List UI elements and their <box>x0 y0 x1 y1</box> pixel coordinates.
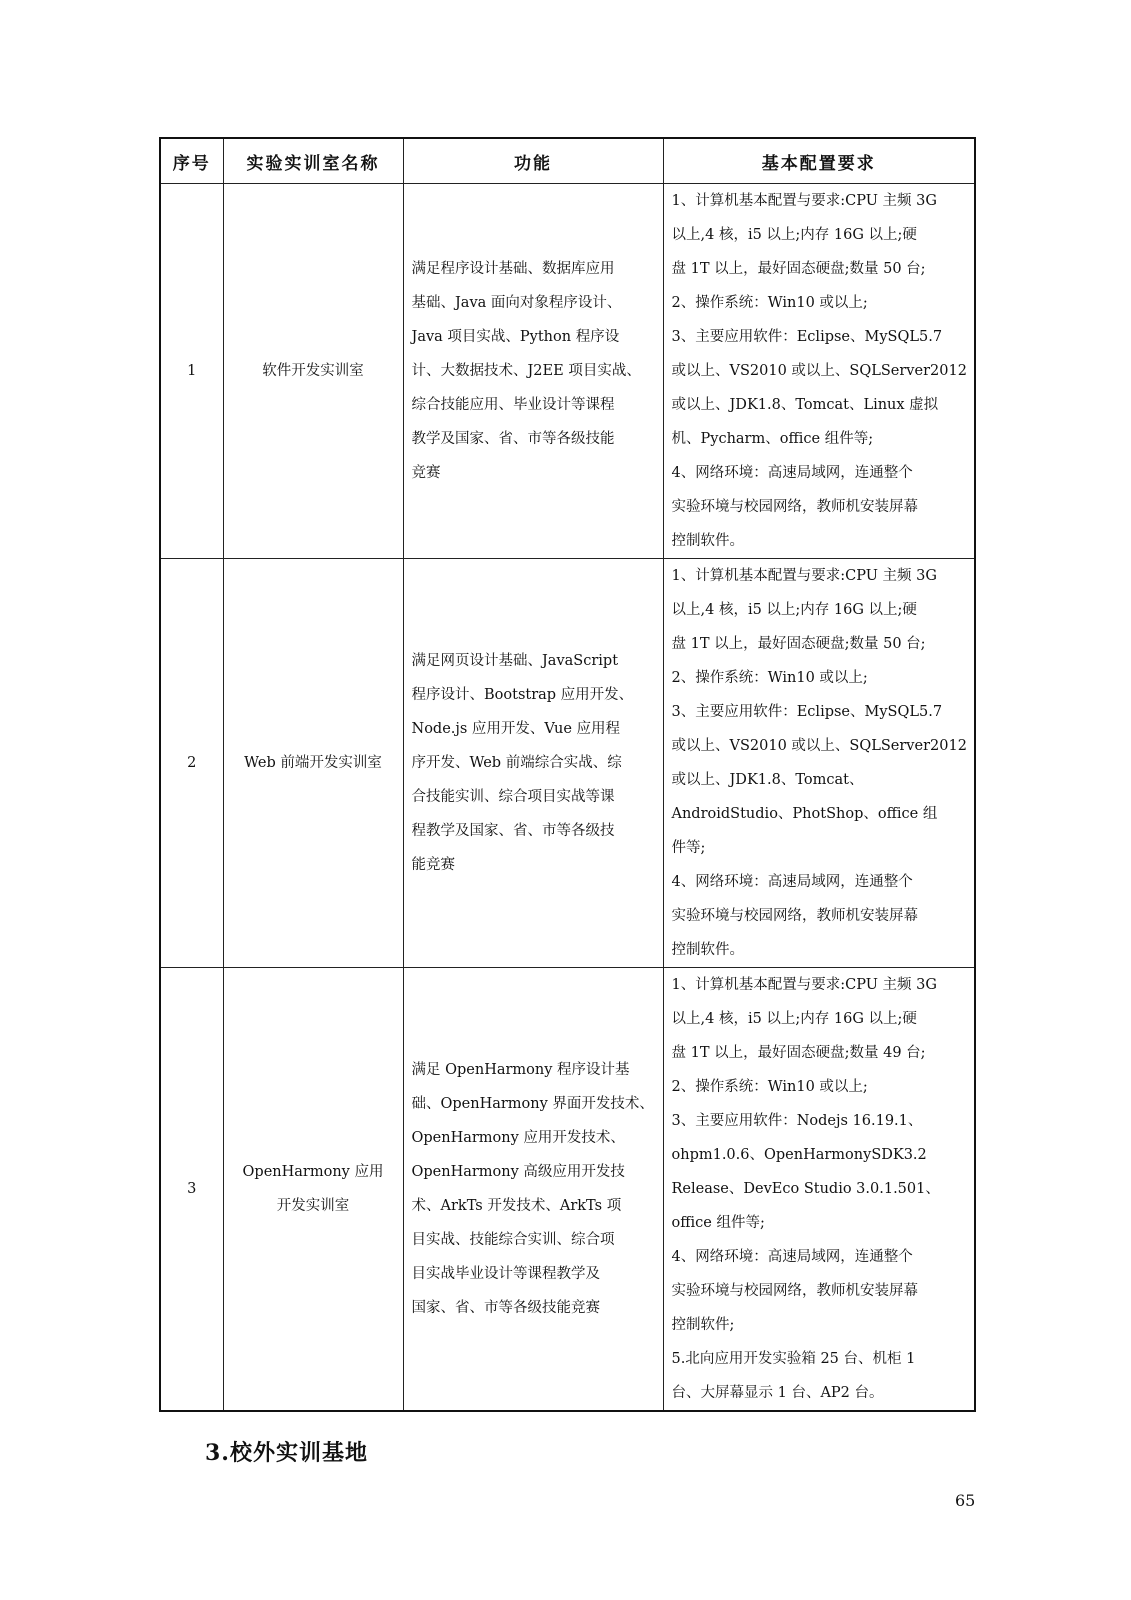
config-cell <box>663 184 975 559</box>
function-line: 教学及国家、省、市等各级技能 <box>411 431 615 447</box>
function-line: 术、ArkTs 开发技术、ArkTs 项 <box>411 1198 622 1214</box>
config-line: 2、操作系统：Win10 或以上; <box>671 295 868 311</box>
function-line: 合技能实训、综合项目实战等课 <box>411 789 615 805</box>
config-line: Release、DevEco Studio 3.0.1.501、 <box>671 1181 940 1197</box>
config-line: ohpm1.0.6、OpenHarmonySDK3.2 <box>671 1147 927 1163</box>
function-line: Node.js 应用开发、Vue 应用程 <box>411 721 621 737</box>
function-line: 程教学及国家、省、市等各级技 <box>411 823 615 839</box>
lab-name-line: Web 前端开发实训室 <box>244 755 382 771</box>
config-line: 机、Pycharm、office 组件等; <box>671 431 874 447</box>
header-config: 基本配置要求 <box>663 138 975 184</box>
config-line: 以上,4 核，i5 以上;内存 16G 以上;硬 <box>671 1011 917 1027</box>
row-number: 1 <box>160 184 223 559</box>
page-number: 65 <box>955 1491 976 1510</box>
table-row <box>160 968 975 1412</box>
section-heading: 3.校外实训基地 <box>205 1440 368 1466</box>
config-line: 4、网络环境：高速局域网，连通整个 <box>671 874 913 890</box>
lab-name-cell <box>223 559 403 968</box>
function-line: OpenHarmony 应用开发技术、 <box>411 1130 625 1146</box>
config-cell <box>663 968 975 1412</box>
config-line: 实验环境与校园网络，教师机安装屏幕 <box>671 908 918 924</box>
row-number: 3 <box>160 968 223 1412</box>
config-line: 盘 1T 以上，最好固态硬盘;数量 50 台; <box>671 636 926 652</box>
function-line: 计、大数据技术、J2EE 项目实战、 <box>411 363 641 379</box>
config-line: 以上,4 核，i5 以上;内存 16G 以上;硬 <box>671 227 917 243</box>
function-line: 程序设计、Bootstrap 应用开发、 <box>411 687 634 703</box>
header-no: 序号 <box>160 138 223 184</box>
function-line: 满足 OpenHarmony 程序设计基 <box>411 1062 630 1078</box>
function-line: 序开发、Web 前端综合实战、综 <box>411 755 622 771</box>
function-line: 础、OpenHarmony 界面开发技术、 <box>411 1096 654 1112</box>
function-cell <box>403 184 663 559</box>
row-number: 2 <box>160 559 223 968</box>
config-line: 控制软件; <box>671 1317 735 1333</box>
function-line: 国家、省、市等各级技能竞赛 <box>411 1300 600 1316</box>
lab-name-line: OpenHarmony 应用 <box>242 1164 384 1180</box>
lab-name-cell <box>223 184 403 559</box>
config-line: 或以上、JDK1.8、Tomcat、Linux 虚拟 <box>671 397 939 413</box>
function-line: 目实战、技能综合实训、综合项 <box>411 1232 615 1248</box>
function-line: 竞赛 <box>411 465 441 481</box>
config-line: 或以上、JDK1.8、Tomcat、 <box>671 772 864 788</box>
table-row <box>160 559 975 968</box>
config-line: 2、操作系统：Win10 或以上; <box>671 670 868 686</box>
config-line: 5.北向应用开发实验箱 25 台、机柜 1 <box>671 1351 916 1367</box>
config-line: 实验环境与校园网络，教师机安装屏幕 <box>671 499 918 515</box>
config-cell <box>663 559 975 968</box>
function-cell <box>403 968 663 1412</box>
function-line: 能竞赛 <box>411 857 455 873</box>
config-line: 2、操作系统：Win10 或以上; <box>671 1079 868 1095</box>
header-name: 实验实训室名称 <box>223 138 403 184</box>
config-line: 以上,4 核，i5 以上;内存 16G 以上;硬 <box>671 602 917 618</box>
config-line: 或以上、VS2010 或以上、SQLServer2012 <box>671 363 967 379</box>
config-line: 或以上、VS2010 或以上、SQLServer2012 <box>671 738 967 754</box>
config-line: 1、计算机基本配置与要求:CPU 主频 3G <box>671 568 937 584</box>
lab-name-cell <box>223 968 403 1412</box>
function-line: 综合技能应用、毕业设计等课程 <box>411 397 615 413</box>
config-line: AndroidStudio、PhotShop、office 组 <box>671 806 938 822</box>
config-line: 3、主要应用软件：Nodejs 16.19.1、 <box>671 1113 923 1129</box>
config-line: 控制软件。 <box>671 942 744 958</box>
config-line: 4、网络环境：高速局域网，连通整个 <box>671 465 913 481</box>
config-line: 盘 1T 以上，最好固态硬盘;数量 50 台; <box>671 261 926 277</box>
config-line: 1、计算机基本配置与要求:CPU 主频 3G <box>671 977 937 993</box>
function-line: 满足程序设计基础、数据库应用 <box>411 261 615 277</box>
function-line: 目实战毕业设计等课程教学及 <box>411 1266 600 1282</box>
config-line: 4、网络环境：高速局域网，连通整个 <box>671 1249 913 1265</box>
table-header-row <box>160 138 975 184</box>
header-function: 功能 <box>403 138 663 184</box>
lab-name-line: 软件开发实训室 <box>262 363 364 379</box>
config-line: 3、主要应用软件：Eclipse、MySQL5.7 <box>671 704 943 720</box>
config-line: 3、主要应用软件：Eclipse、MySQL5.7 <box>671 329 943 345</box>
config-line: 盘 1T 以上，最好固态硬盘;数量 49 台; <box>671 1045 926 1061</box>
config-line: 控制软件。 <box>671 533 744 549</box>
function-line: OpenHarmony 高级应用开发技 <box>411 1164 625 1180</box>
function-cell <box>403 559 663 968</box>
config-line: office 组件等; <box>671 1215 765 1231</box>
config-line: 实验环境与校园网络，教师机安装屏幕 <box>671 1283 918 1299</box>
lab-name-line: 开发实训室 <box>276 1198 350 1214</box>
config-line: 台、大屏幕显示 1 台、AP2 台。 <box>671 1385 884 1401</box>
lab-config-table <box>159 137 976 1412</box>
config-line: 件等; <box>671 840 706 856</box>
function-line: 满足网页设计基础、JavaScript <box>411 653 619 669</box>
table-row <box>160 184 975 559</box>
function-line: Java 项目实战、Python 程序设 <box>411 329 620 345</box>
config-line: 1、计算机基本配置与要求:CPU 主频 3G <box>671 193 937 209</box>
function-line: 基础、Java 面向对象程序设计、 <box>411 295 622 311</box>
